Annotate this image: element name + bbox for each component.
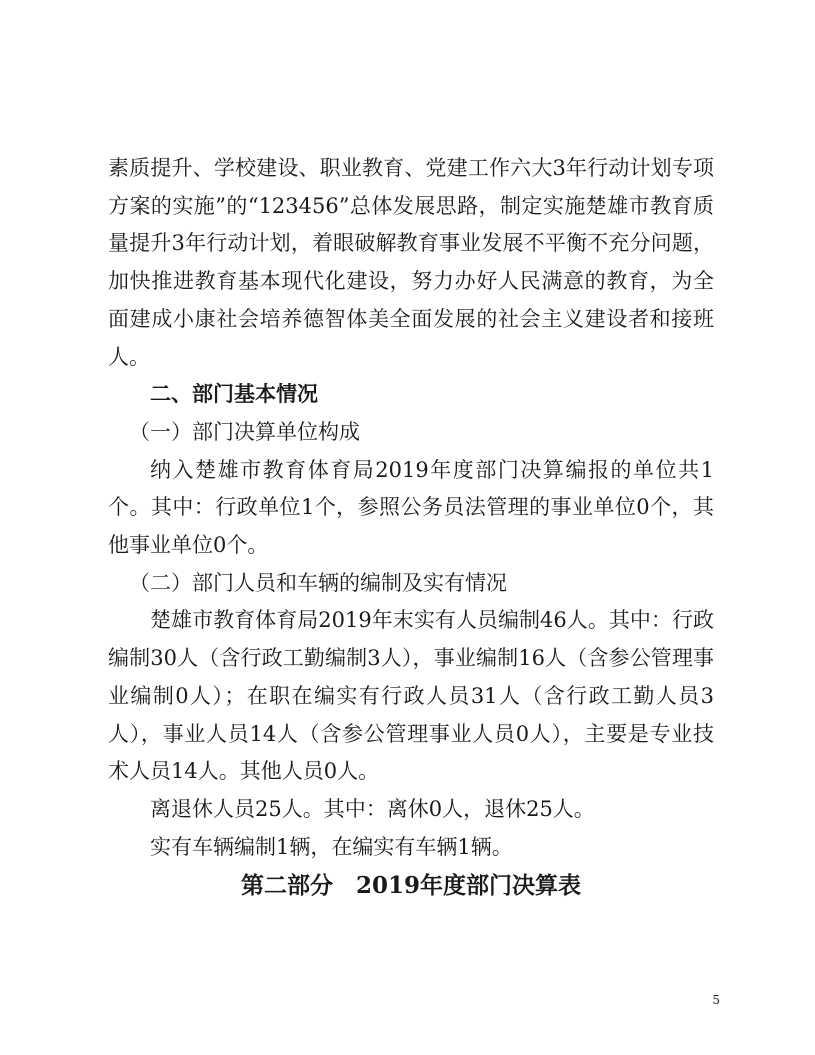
units-paragraph: 纳入楚雄市教育体育局2019年度部门决算编报的单位共1个。其中：行政单位1个，参照公务员法管理的事业单位0个，其他事业单位0个。 bbox=[108, 457, 714, 558]
staff-paragraph: 楚雄市教育体育局2019年末实有人员编制46人。其中：行政编制30人（含行政工勤编制3人），事业编制16人（含参公管理事业编制0人）；在职在编实有行政人员31人（含行政工勤人员3人），事业人员14人（含参公管理事业人员0人），主要是专业技术人员14人。其他人员0人。 bbox=[108, 608, 714, 784]
part-heading: 第二部分 2019年度部门决算表 bbox=[240, 872, 581, 900]
subsection-heading-staff-vehicles: （二）部门人员和车辆的编制及实有情况 bbox=[129, 570, 507, 595]
section-heading-basic-info: 二、部门基本情况 bbox=[150, 382, 318, 407]
retirees-paragraph: 离退休人员25人。其中：离休0人，退休25人。 bbox=[150, 796, 595, 821]
page-number: 5 bbox=[712, 993, 720, 1007]
subsection-heading-units: （一）部门决算单位构成 bbox=[129, 419, 360, 444]
intro-paragraph: 素质提升、学校建设、职业教育、党建工作六大3年行动计划专项方案的实施”的“123456”总体发展思路，制定实施楚雄市教育质量提升3年行动计划，着眼破解教育事业发展不平衡不充分问题，加快推进教育基本现代化建设，努力办好人民满意的教育，为全面建成小康社会培养德智体美全面发展的社会主义建设者和接班人。 bbox=[108, 156, 714, 369]
page-content bbox=[108, 150, 714, 906]
vehicles-paragraph: 实有车辆编制1辆，在编实有车辆1辆。 bbox=[150, 834, 513, 859]
